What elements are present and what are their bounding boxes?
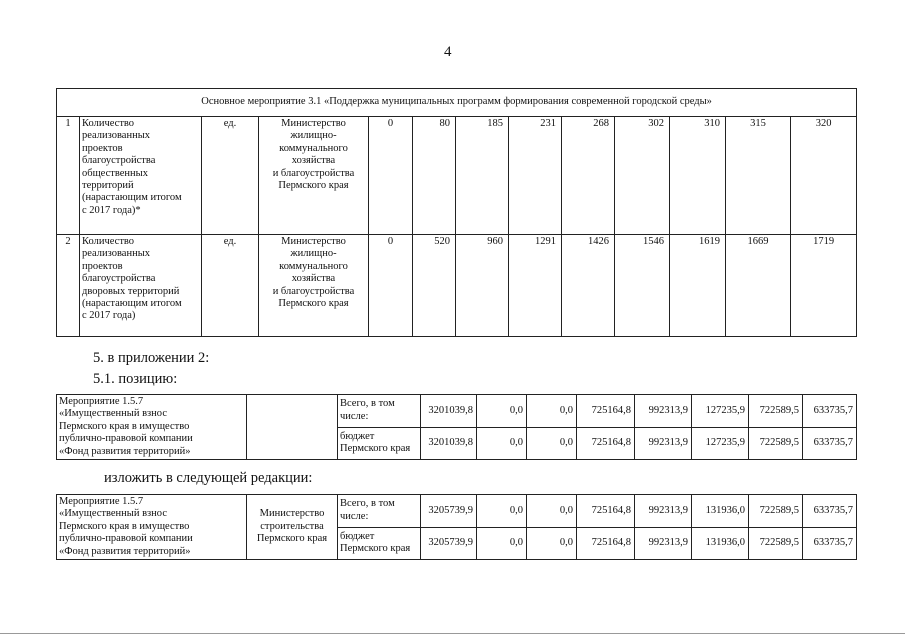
value-cell: 1291: [509, 235, 562, 337]
funding-label: бюджет Пермского края: [338, 427, 421, 460]
executor-cell: [247, 395, 338, 460]
amount-cell: 992313,9: [635, 495, 692, 528]
indicator-name: Количество реализованных проектов благоустройства общественных территорий (нарастающим итогом с 2017 года)*: [80, 117, 202, 235]
value-cell: 520: [413, 235, 456, 337]
row-number: 1: [57, 117, 80, 235]
amount-cell: 3201039,8: [421, 427, 477, 460]
activity-title: Мероприятие 1.5.7 «Имущественный взнос Пермского края в имущество публично-правовой компании «Фонд развития территорий»: [57, 395, 247, 460]
amount-cell: 722589,5: [749, 495, 803, 528]
amount-cell: 3201039,8: [421, 395, 477, 428]
funding-label: Всего, в том числе:: [338, 495, 421, 528]
amount-cell: 131936,0: [692, 527, 749, 560]
amount-cell: 722589,5: [749, 427, 803, 460]
unit-cell: ед.: [202, 117, 259, 235]
paragraph-position: 5.1. позицию:: [93, 371, 178, 387]
amount-cell: 725164,8: [577, 395, 635, 428]
executor-cell: Министерство жилищно- коммунального хозяйства и благоустройства Пермского края: [259, 117, 369, 235]
executor-cell: Министерство жилищно- коммунального хозяйства и благоустройства Пермского края: [259, 235, 369, 337]
value-cell: 320: [791, 117, 857, 235]
value-cell: 1669: [726, 235, 791, 337]
value-cell: 1546: [615, 235, 670, 337]
amount-cell: 127235,9: [692, 395, 749, 428]
amount-cell: 992313,9: [635, 427, 692, 460]
old-activity-table: [56, 394, 857, 460]
section-header: Основное мероприятие 3.1 «Поддержка муниципальных программ формирования современной городской среды»: [57, 89, 857, 117]
table-row: [57, 395, 857, 428]
amount-cell: 0,0: [477, 427, 527, 460]
value-cell: 268: [562, 117, 615, 235]
activity-title: Мероприятие 1.5.7 «Имущественный взнос Пермского края в имущество публично-правовой компании «Фонд развития территорий»: [57, 495, 247, 560]
amount-cell: 725164,8: [577, 427, 635, 460]
value-cell: 1619: [670, 235, 726, 337]
amount-cell: 725164,8: [577, 527, 635, 560]
value-cell: 231: [509, 117, 562, 235]
value-cell: 80: [413, 117, 456, 235]
executor-cell: Министерство строительства Пермского края: [247, 495, 338, 560]
amount-cell: 992313,9: [635, 527, 692, 560]
value-cell: 1426: [562, 235, 615, 337]
value-cell: 315: [726, 117, 791, 235]
amount-cell: 725164,8: [577, 495, 635, 528]
amount-cell: 722589,5: [749, 395, 803, 428]
table-row: [57, 235, 857, 337]
value-cell: 310: [670, 117, 726, 235]
value-cell: 1719: [791, 235, 857, 337]
value-cell: 960: [456, 235, 509, 337]
amount-cell: 131936,0: [692, 495, 749, 528]
amount-cell: 127235,9: [692, 427, 749, 460]
amount-cell: 0,0: [527, 395, 577, 428]
amount-cell: 633735,7: [803, 395, 857, 428]
value-cell: 302: [615, 117, 670, 235]
paragraph-new-edition: изложить в следующей редакции:: [104, 470, 313, 486]
amount-cell: 3205739,9: [421, 495, 477, 528]
amount-cell: 633735,7: [803, 427, 857, 460]
amount-cell: 722589,5: [749, 527, 803, 560]
amount-cell: 0,0: [527, 427, 577, 460]
value-cell: 0: [369, 235, 413, 337]
funding-label: бюджет Пермского края: [338, 527, 421, 560]
value-cell: 0: [369, 117, 413, 235]
amount-cell: 992313,9: [635, 395, 692, 428]
indicator-name: Количество реализованных проектов благоустройства дворовых территорий (нарастающим итогом с 2017 года): [80, 235, 202, 337]
funding-label: Всего, в том числе:: [338, 395, 421, 428]
amount-cell: 0,0: [527, 495, 577, 528]
amount-cell: 3205739,9: [421, 527, 477, 560]
row-number: 2: [57, 235, 80, 337]
unit-cell: ед.: [202, 235, 259, 337]
amount-cell: 633735,7: [803, 527, 857, 560]
amount-cell: 633735,7: [803, 495, 857, 528]
amount-cell: 0,0: [477, 395, 527, 428]
table-row: [57, 117, 857, 235]
value-cell: 185: [456, 117, 509, 235]
table-row: [57, 495, 857, 528]
amount-cell: 0,0: [477, 495, 527, 528]
paragraph-appendix: 5. в приложении 2:: [93, 350, 210, 366]
page-number: 4: [444, 44, 452, 60]
amount-cell: 0,0: [527, 527, 577, 560]
new-activity-table: [56, 494, 857, 560]
amount-cell: 0,0: [477, 527, 527, 560]
indicators-table: [56, 88, 857, 337]
page-edge-line: [0, 633, 905, 634]
